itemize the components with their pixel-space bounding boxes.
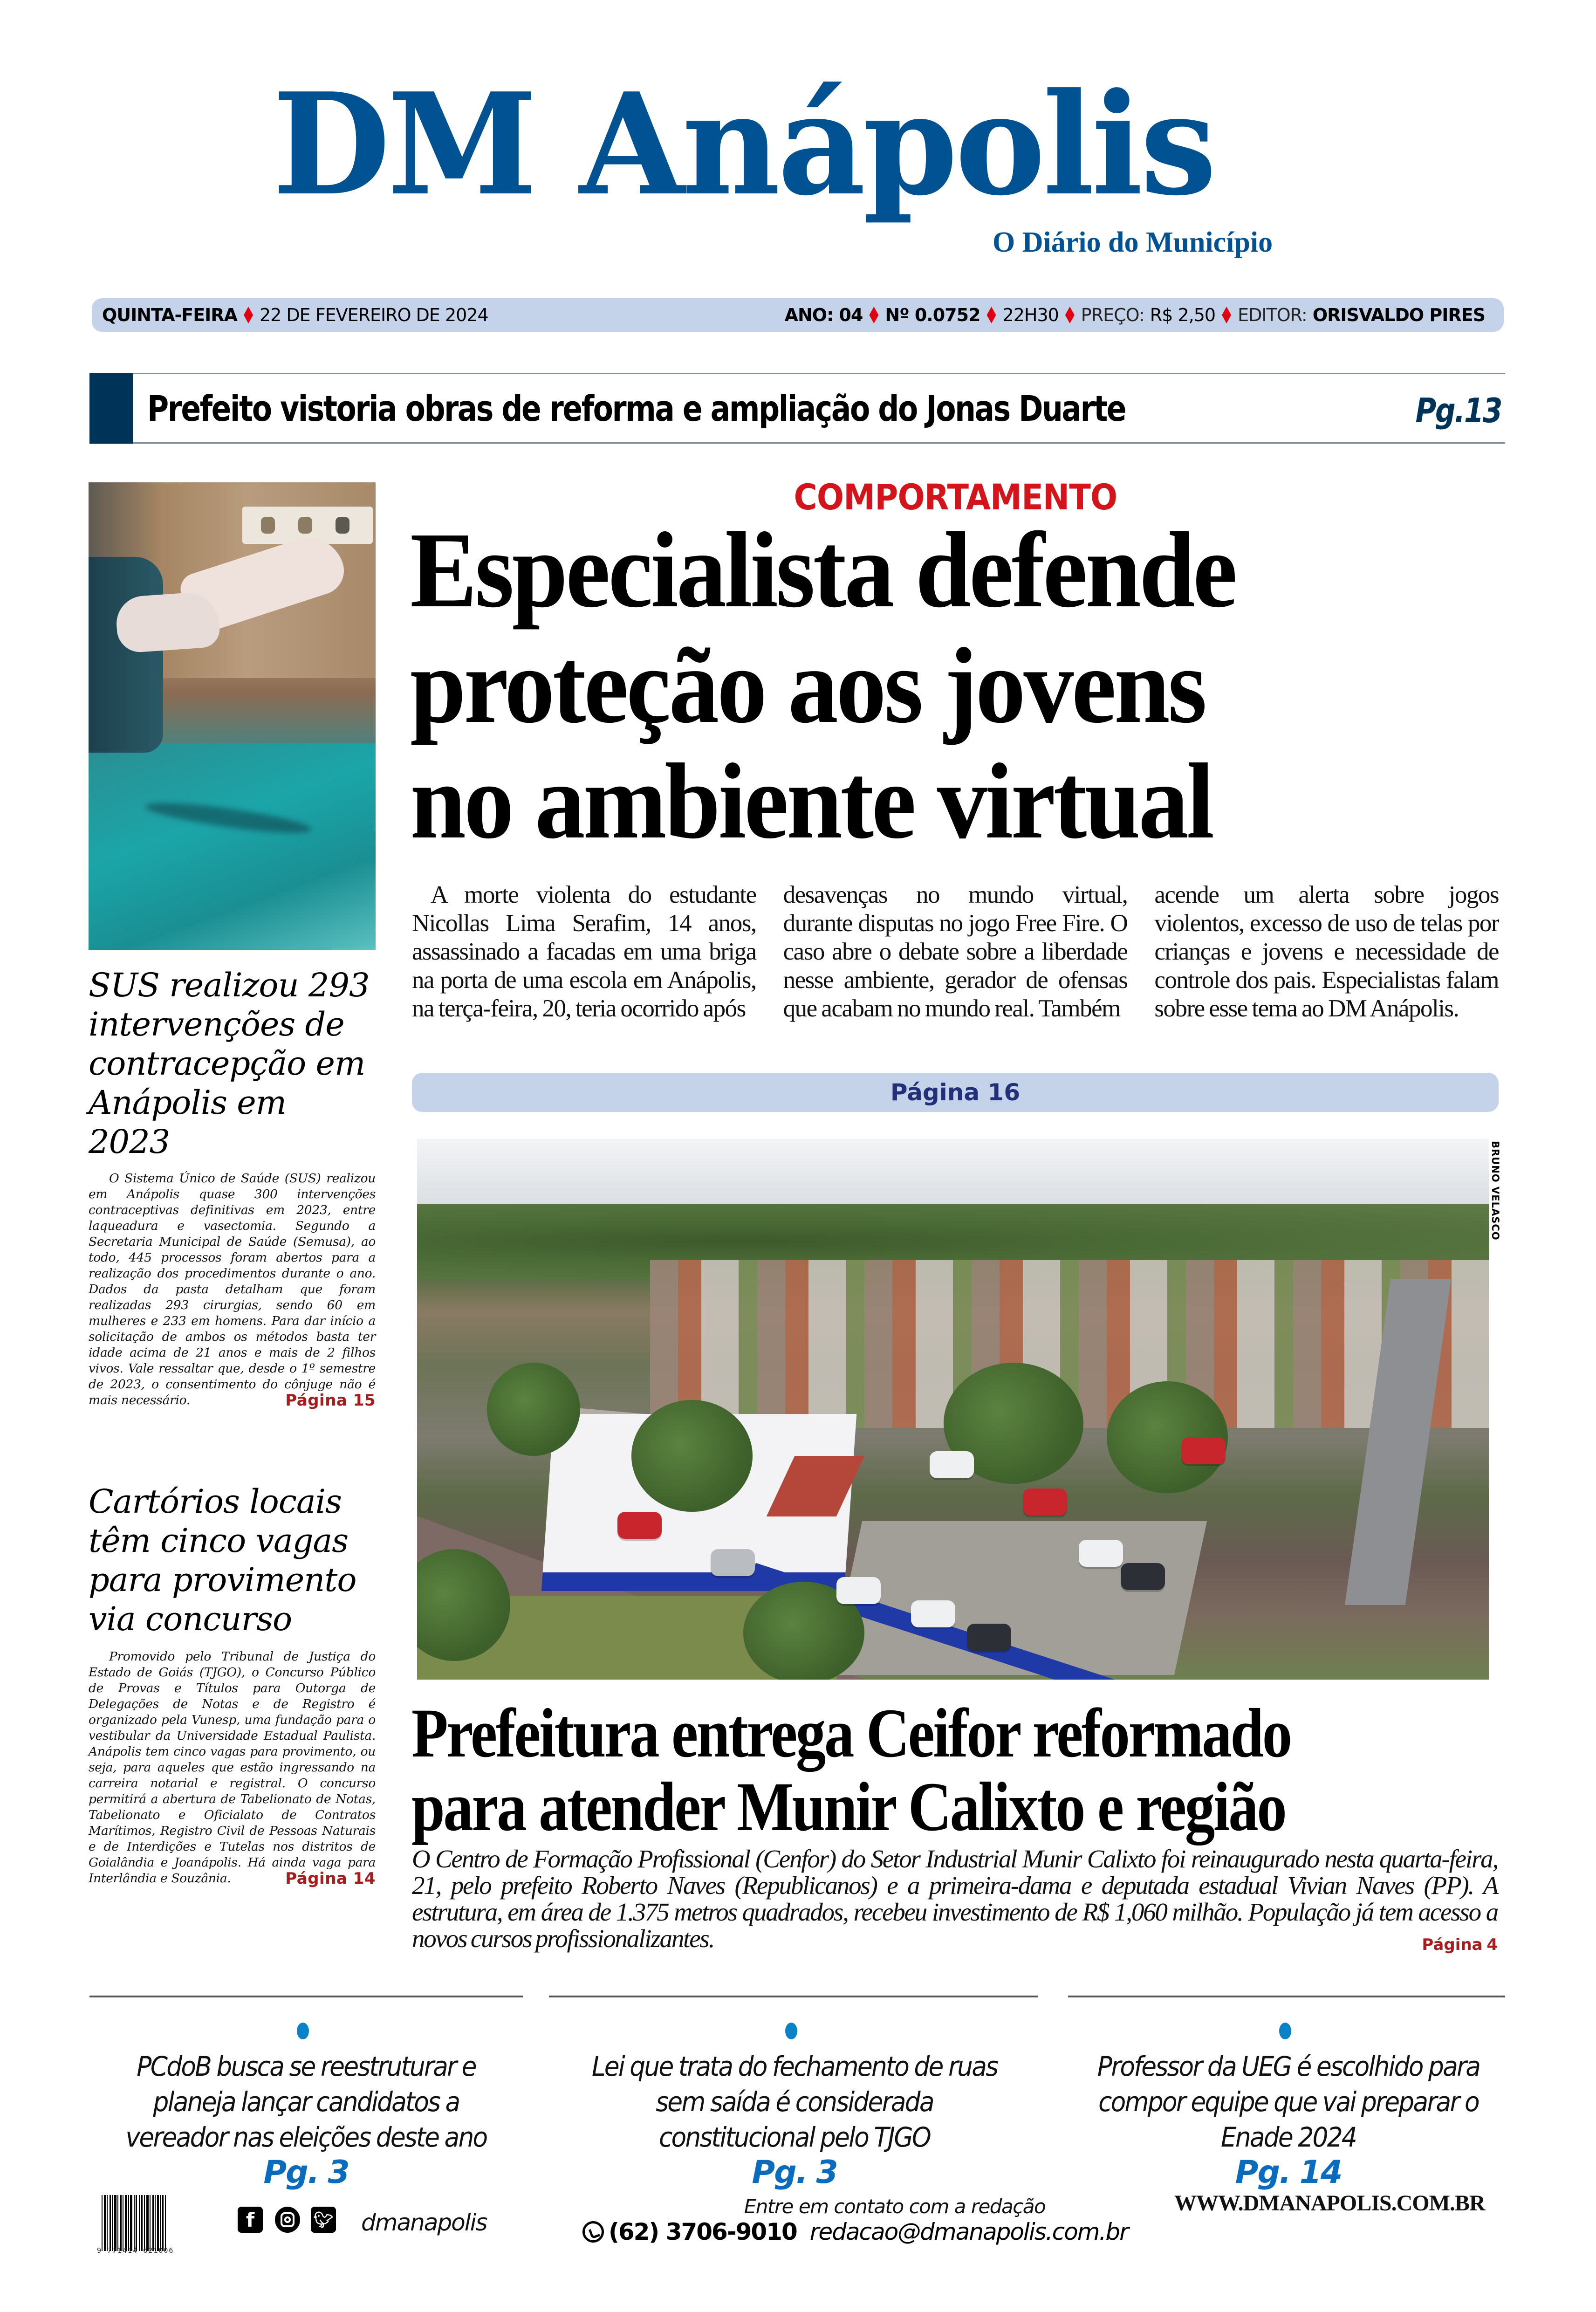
section-kicker: COMPORTAMENTO [794, 476, 1117, 518]
facebook-icon[interactable]: f [238, 2207, 263, 2233]
second-story-body [412, 1845, 1498, 1958]
teaser-lei-ruas[interactable] [566, 2013, 1023, 2190]
side-story-text: Promovido pelo Tribunal de Justiça do Estado de Goiás (TJGO), o Concurso Público de Provas e Títulos para Outorga de Delegações de Notas e de Registro é organizado pela Vunesp, uma fundação para o vestibular da Universidade Estadual Paulista. Anápolis tem cinco vagas para provimento, ou seja, para aqueles que estão ingressando na carreira notarial e registral. O concurso permitirá a abertura de Tabelionato de Notas, Tabelionato e Oficialato de Contratos Marítimos, Registro Civil de Pessoas Naturais e de Interdições e Tutelas nos distritos de Goialândia e Joanápolis. Há ainda vaga para Interlândia e Souzânia. [89, 1649, 376, 1886]
contact-info [582, 2218, 1128, 2245]
main-headline-line: Especialista defende [410, 510, 1235, 630]
main-headline[interactable] [410, 510, 1510, 861]
second-headline[interactable] [411, 1696, 1507, 1844]
teaser-pcdob[interactable] [89, 2013, 523, 2190]
bullet-icon [1279, 2023, 1291, 2039]
diamond-separator-icon [1065, 307, 1075, 323]
twitter-icon[interactable]: 🐦︎ [311, 2207, 336, 2233]
instagram-icon[interactable] [275, 2207, 300, 2233]
side-story-headline[interactable]: Cartórios locais têm cinco vagas para provimento via concurso [89, 1482, 356, 1638]
teaser-page-ref[interactable]: Pg. 3 [263, 2154, 349, 2191]
barcode [102, 2195, 176, 2251]
divider [1068, 1996, 1505, 1997]
issue-number: Nº 0.0752 [885, 305, 980, 325]
contact-phone[interactable]: (62) 3706-9010 [609, 2218, 797, 2245]
website-link[interactable]: WWW.DMANAPOLIS.COM.BR [1174, 2191, 1485, 2216]
main-story-column: desavenças no mundo virtual, durante disputas no jogo Free Fire. O caso abre o debate sobre a liberdade nesse ambiente, gerador de ofensas que acabam no mundo real. Também [783, 881, 1128, 1022]
teaser-page-ref[interactable]: Pg. 3 [752, 2154, 837, 2191]
teaser-text: Lei que trata do fechamento de ruas sem saída é considerada constitucional pelo TJGO [591, 2051, 998, 2153]
divider [549, 1996, 1038, 1997]
teaser-text: PCdoB busca se reestruturar e planeja lançar candidatos a vereador nas eleições deste ano [125, 2051, 487, 2153]
top-headline[interactable]: Prefeito vistoria obras de reforma e ampliação do Jonas Duarte [147, 387, 1126, 429]
price-value: R$ 2,50 [1150, 305, 1216, 325]
teaser-text: Professor da UEG é escolhido para compor equipe que vai preparar o Enade 2024 [1097, 2051, 1480, 2153]
social-handle[interactable]: dmanapolis [361, 2209, 487, 2236]
diamond-separator-icon [869, 307, 878, 323]
masthead-tagline: O Diário do Município [993, 226, 1273, 258]
side-story-cartorios[interactable] [89, 1482, 376, 1887]
edition-time: 22H30 [1002, 305, 1059, 325]
top-headline-page-ref[interactable]: Pg.13 [1415, 391, 1501, 430]
whatsapp-icon [582, 2221, 604, 2243]
main-story-column: acende um alerta sobre jogos violentos, excesso de uso de telas por crianças e jovens e necessidade de controle dos pais. Especialistas falam sobre esse tema ao DM Anápolis. [1154, 881, 1499, 1022]
edition-info-bar [92, 298, 1504, 332]
second-story-text: O Centro de Formação Profissional (Cenfor) do Setor Industrial Munir Calixto foi reinaugurado nesta quarta-feira, 21, pelo prefeito Roberto Naves (Republicanos) e a primeira-dama e deputada estadual Vivian Naves (PP). A estrutura, em área de 1.375 metros quadrados, recebeu investimento de R$ 1,060 milhão. População já tem acesso a novos cursos profissionalizantes. [412, 1845, 1498, 1953]
side-story-page-ref[interactable]: Página 14 [285, 1869, 376, 1888]
edition-date [102, 305, 488, 325]
ceifor-aerial-photo [417, 1139, 1489, 1680]
masthead-logo: DM Anápolis [273, 62, 1214, 226]
photo-credit: BRUNO VELASCO [1490, 1141, 1501, 1241]
second-headline-line: para atender Munir Calixto e região [411, 1768, 1286, 1845]
contact-email[interactable]: redacao@dmanapolis.com.br [809, 2218, 1128, 2245]
main-story-column: A morte violenta do estudante Nicollas Lima Serafim, 14 anos, assassinado a facadas em uma briga na porta de uma escola em Anápolis, na terça-feira, 20, teria ocorrido após [412, 881, 756, 1022]
diamond-separator-icon [987, 307, 996, 323]
main-headline-line: proteção aos jovens [410, 626, 1205, 746]
price-label: PREÇO: [1081, 305, 1144, 325]
diamond-separator-icon [1222, 307, 1231, 323]
top-headline-strip[interactable] [89, 373, 1505, 444]
second-headline-line: Prefeitura entrega Ceifor reformado [411, 1695, 1291, 1772]
contact-label: Entre em contato com a redação [744, 2195, 1046, 2218]
side-story-page-ref[interactable]: Página 15 [285, 1391, 376, 1410]
side-story-sus[interactable] [89, 966, 376, 1408]
main-headline-line: no ambiente virtual [410, 741, 1212, 861]
edition-meta [785, 305, 1485, 325]
weekday: QUINTA-FEIRA [102, 305, 237, 325]
side-story-headline[interactable]: SUS realizou 293 intervenções de contracepção em Anápolis em 2023 [89, 966, 370, 1161]
year-label: ANO: 04 [784, 305, 863, 325]
main-story-body [412, 881, 1499, 1023]
teaser-page-ref[interactable]: Pg. 14 [1235, 2154, 1342, 2191]
second-story-page-ref[interactable]: Página 4 [1422, 1935, 1498, 1954]
main-story-page-ref[interactable]: Página 16 [412, 1073, 1499, 1112]
diamond-separator-icon [244, 307, 253, 323]
date: 22 DE FEVEREIRO DE 2024 [259, 305, 488, 325]
divider [89, 1996, 523, 1997]
bullet-icon [785, 2023, 797, 2039]
surgical-gloves-photo [89, 482, 376, 950]
editor-name: ORISVALDO PIRES [1312, 305, 1485, 325]
side-story-body [89, 1649, 376, 1887]
editor-label: EDITOR: [1238, 305, 1307, 325]
bullet-icon [297, 2023, 309, 2039]
barcode-number: 9 771414 621006 [97, 2246, 174, 2255]
side-story-body [89, 1171, 376, 1408]
teaser-ueg[interactable] [1072, 2013, 1505, 2190]
accent-bar [89, 373, 133, 444]
side-story-text: O Sistema Único de Saúde (SUS) realizou em Anápolis quase 300 intervenções contraceptivas definitivas em 2023, entre laqueadura e vasectomia. Segundo a Secretaria Municipal de Saúde (Semusa), ao todo, 445 processos foram abertos para a realização dos procedimentos durante o ano. Dados da pasta detalham que foram realizadas 293 cirurgias, sendo 60 em mulheres e 233 em homens. Para dar início a solicitação de ambos os métodos basta ter idade acima de 21 anos e mais de 2 filhos vivos. Vale ressaltar que, desde o 1º semestre de 2023, o consentimento do cônjuge não é mais necessário. [89, 1171, 376, 1407]
